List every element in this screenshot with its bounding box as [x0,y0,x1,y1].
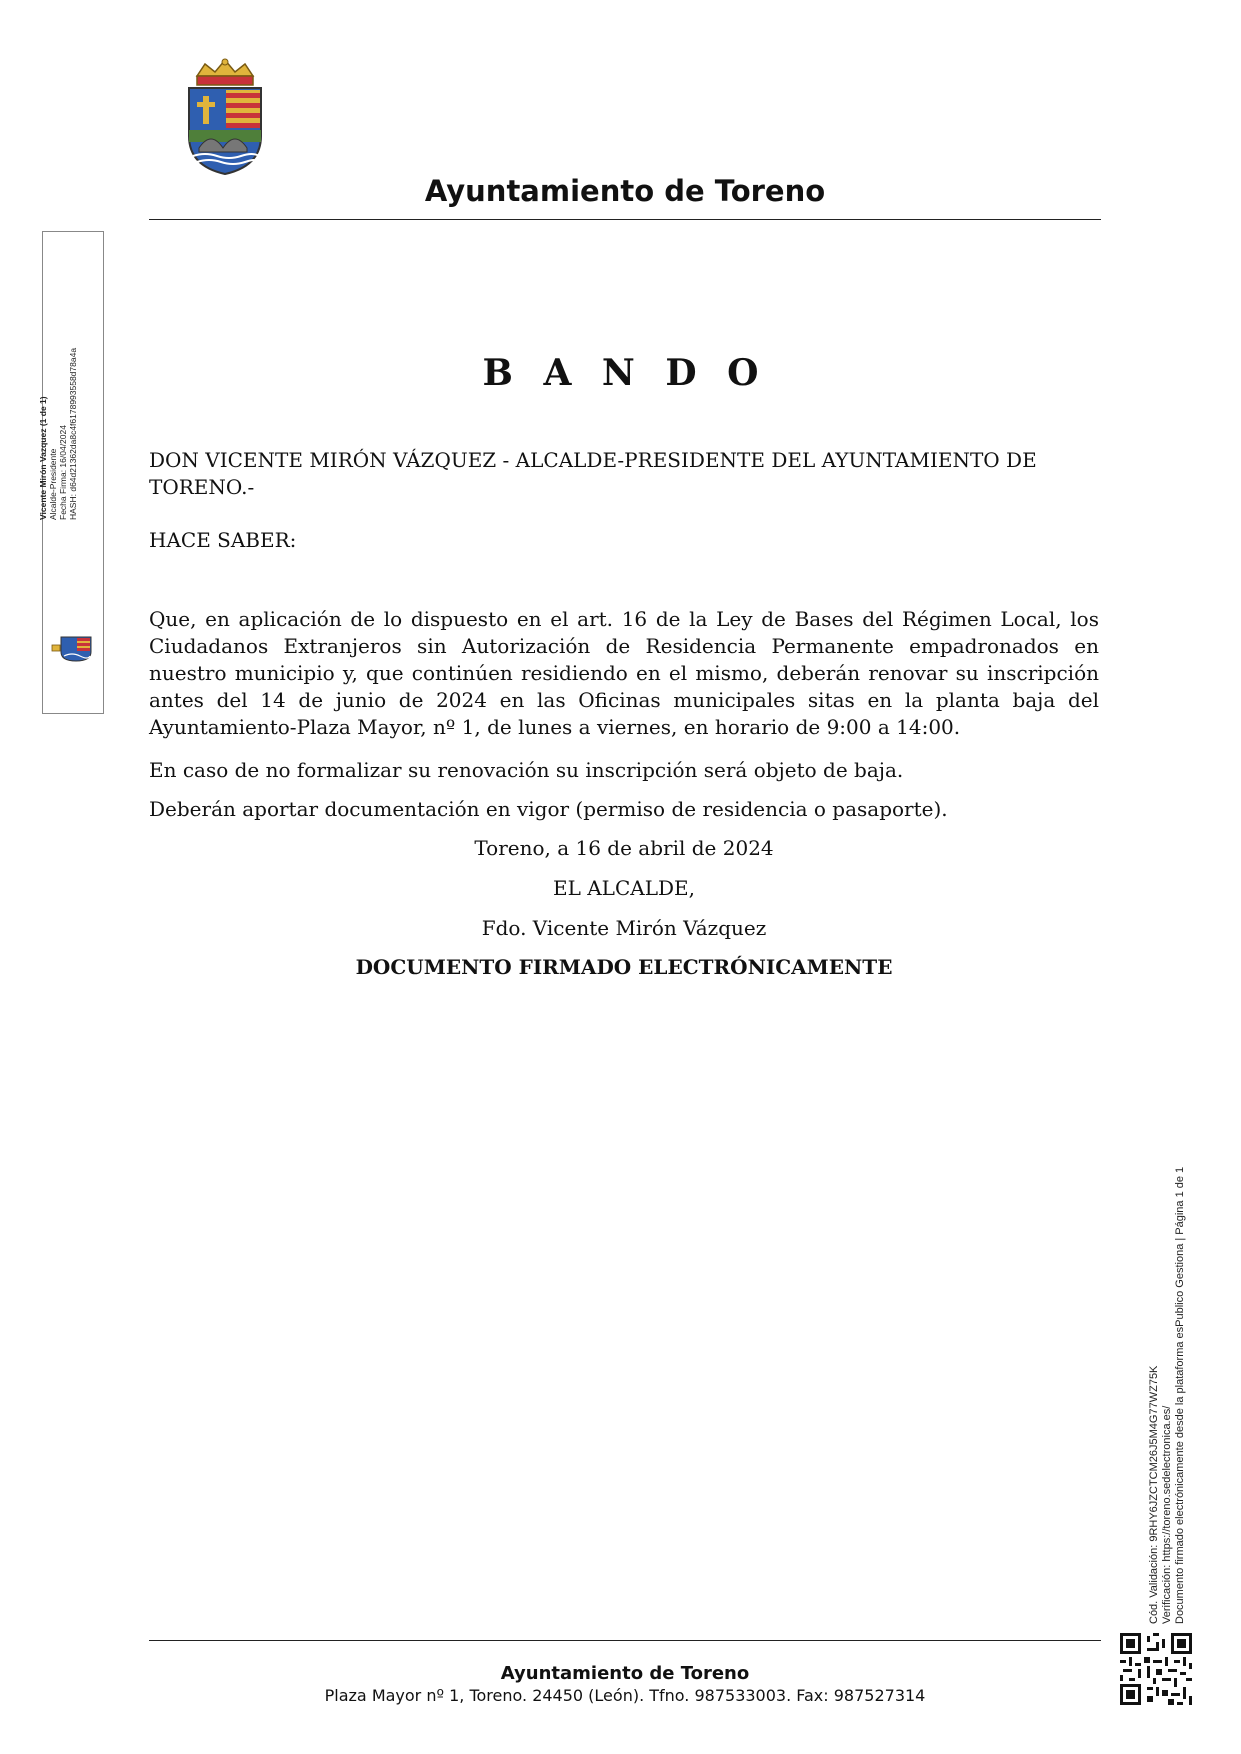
validation-code: Cód. Validación: 9RHY6JZCTCM26J5M4G77WZ75K [1148,1365,1160,1624]
signer-name: Fdo. Vicente Mirón Vázquez [481,916,767,940]
stamp-signer: Vicente Mirón Vazquez (1 de 1) [38,396,48,520]
hace-saber-line: HACE SABER: [149,528,297,552]
platform-note: Documento firmado electrónicamente desde la plataforma esPublico Gestiona | Página 1 de 1 [1174,1166,1186,1624]
stamp-crest-icon [48,634,104,662]
footer-address: Plaza Mayor nº 1, Toreno. 24450 (León). Tfno. 987533003. Fax: 987527314 [324,1686,926,1705]
municipality-title: Ayuntamiento de Toreno [424,174,826,208]
signed-electronically-note: DOCUMENTO FIRMADO ELECTRÓNICAMENTE [355,955,893,979]
signature-stamp-text [38,240,78,520]
stamp-date: Fecha Firma: 16/04/2024 [58,425,68,520]
municipal-crest-logo [175,58,275,176]
footer-municipality-name: Ayuntamiento de Toreno [500,1663,750,1684]
verification-text [1148,1064,1187,1624]
stamp-role: Alcalde-Presidente [48,448,58,520]
issuer-line: DON VICENTE MIRÓN VÁZQUEZ - ALCALDE-PRESIDENTE DEL AYUNTAMIENTO DE TORENO.- [149,448,1037,499]
qr-code [1120,1633,1192,1705]
footer-divider [149,1640,1101,1641]
header-divider [149,219,1101,220]
date-line: Toreno, a 16 de abril de 2024 [474,836,774,860]
baja-paragraph: En caso de no formalizar su renovación su inscripción será objeto de baja. [149,758,904,782]
signer-title: EL ALCALDE, [553,876,695,900]
document-heading: B A N D O [482,352,768,394]
main-paragraph: Que, en aplicación de lo dispuesto en el art. 16 de la Ley de Bases del Régimen Local, los Ciudadanos Extranjeros sin Autorización de Residencia Permanente empadronados en nuestro municipio y, que continúen residiendo en el mismo, deberán renovar su inscripción antes del 14 de junio de 2024 en las Oficinas municipales sitas en la planta baja del Ayuntamiento-Plaza Mayor, nº 1, de lunes a viernes, en horario de 9:00 a 14:00. [149,607,1099,739]
documents-paragraph: Deberán aportar documentación en vigor (permiso de residencia o pasaporte). [149,797,948,821]
verification-url: Verificación: https://toreno.sedelectronica.es/ [1161,1405,1173,1624]
stamp-hash: HASH: d64d21362da8c4f6178993558d78a4a [68,347,78,520]
